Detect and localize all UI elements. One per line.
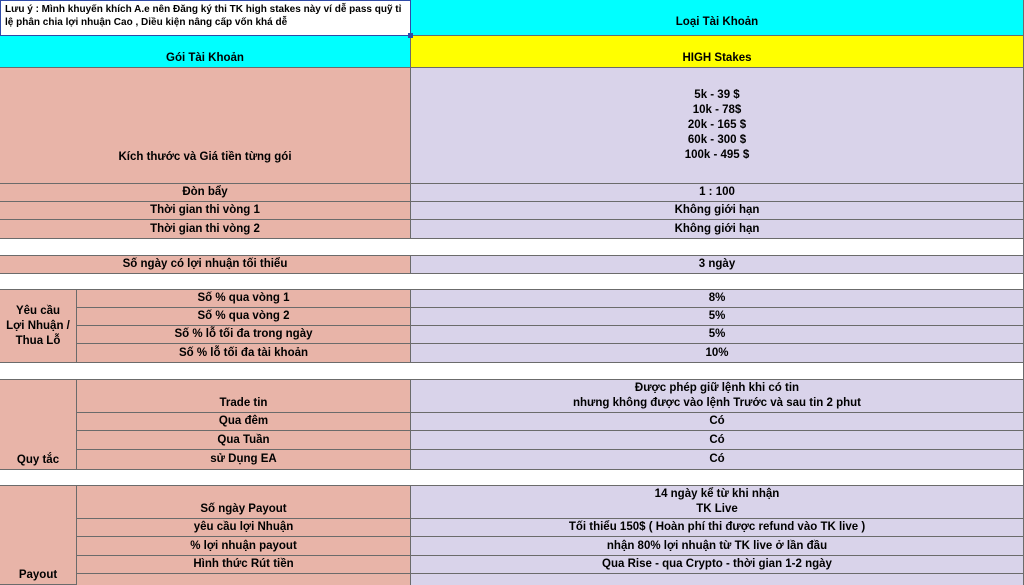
round2-percent-label[interactable]: Số % qua vòng 2 <box>77 308 411 326</box>
payout-percent-value[interactable]: nhận 80% lợi nhuận từ TK live ở lần đầu <box>411 537 1024 556</box>
spacer-row <box>0 239 1024 256</box>
note-resize-handle[interactable] <box>408 33 413 38</box>
withdrawal-method-label[interactable]: Hình thức Rút tiền <box>77 556 411 574</box>
size-price-label[interactable]: Kích thước và Giá tiền từng gói <box>0 68 411 184</box>
min-days-label[interactable]: Số ngày có lợi nhuận tối thiểu <box>0 256 411 274</box>
leverage-value[interactable]: 1 : 100 <box>411 184 1024 202</box>
spacer-row <box>0 470 1024 486</box>
round1-time-label[interactable]: Thời gian thi vòng 1 <box>0 202 411 220</box>
package-value[interactable]: HIGH Stakes <box>411 36 1024 68</box>
profit-requirement-value[interactable]: Tối thiểu 150$ ( Hoàn phí thi được refund vào TK live ) <box>411 519 1024 537</box>
ea-usage-value[interactable]: Có <box>411 450 1024 470</box>
daily-loss-label[interactable]: Số % lỗ tối đa trong ngày <box>77 326 411 344</box>
profit-loss-group-label[interactable]: Yêu cầu Lợi Nhuận / Thua Lỗ <box>0 290 77 363</box>
payout-group-label[interactable]: Payout <box>0 486 77 585</box>
over-weekend-value[interactable]: Có <box>411 431 1024 450</box>
over-weekend-label[interactable]: Qua Tuần <box>77 431 411 450</box>
comment-note[interactable]: Lưu ý : Mình khuyến khích A.e nên Đăng ký thi TK high stakes này ví dễ pass quỹ tỉ lệ phân chia lợi nhuận Cao , Diều kiện nâng cấp vốn khá dễ <box>0 0 411 36</box>
overnight-value[interactable]: Có <box>411 413 1024 431</box>
max-loss-value[interactable]: 10% <box>411 344 1024 363</box>
payout-days-value[interactable]: 14 ngày kể từ khi nhận TK Live <box>411 486 1024 519</box>
rules-group-label[interactable]: Quy tắc <box>0 380 77 470</box>
empty-value-cell[interactable] <box>411 574 1024 585</box>
ea-usage-label[interactable]: sử Dụng EA <box>77 450 411 470</box>
min-days-value[interactable]: 3 ngày <box>411 256 1024 274</box>
withdrawal-method-value[interactable]: Qua Rise - qua Crypto - thời gian 1-2 ngày <box>411 556 1024 574</box>
size-price-value[interactable]: 5k - 39 $ 10k - 78$ 20k - 165 $ 60k - 300 $ 100k - 495 $ <box>411 68 1024 184</box>
account-type-title[interactable]: Loại Tài Khoản <box>411 0 1024 36</box>
round2-percent-value[interactable]: 5% <box>411 308 1024 326</box>
empty-label-cell[interactable] <box>77 574 411 585</box>
payout-percent-label[interactable]: % lợi nhuận payout <box>77 537 411 556</box>
news-trade-value[interactable]: Được phép giữ lệnh khi có tin nhưng không được vào lệnh Trước và sau tin 2 phut <box>411 380 1024 413</box>
spacer-row <box>0 274 1024 290</box>
profit-requirement-label[interactable]: yêu cầu lợi Nhuận <box>77 519 411 537</box>
package-label[interactable]: Gói Tài Khoản <box>0 36 411 68</box>
overnight-label[interactable]: Qua đêm <box>77 413 411 431</box>
round1-percent-value[interactable]: 8% <box>411 290 1024 308</box>
round1-percent-label[interactable]: Số % qua vòng 1 <box>77 290 411 308</box>
max-loss-label[interactable]: Số % lỗ tối đa tài khoản <box>77 344 411 363</box>
daily-loss-value[interactable]: 5% <box>411 326 1024 344</box>
round2-time-value[interactable]: Không giới hạn <box>411 220 1024 239</box>
news-trade-label[interactable]: Trade tin <box>77 380 411 413</box>
leverage-label[interactable]: Đòn bẩy <box>0 184 411 202</box>
spacer-row <box>0 363 1024 380</box>
round2-time-label[interactable]: Thời gian thi vòng 2 <box>0 220 411 239</box>
payout-days-label[interactable]: Số ngày Payout <box>77 486 411 519</box>
round1-time-value[interactable]: Không giới hạn <box>411 202 1024 220</box>
